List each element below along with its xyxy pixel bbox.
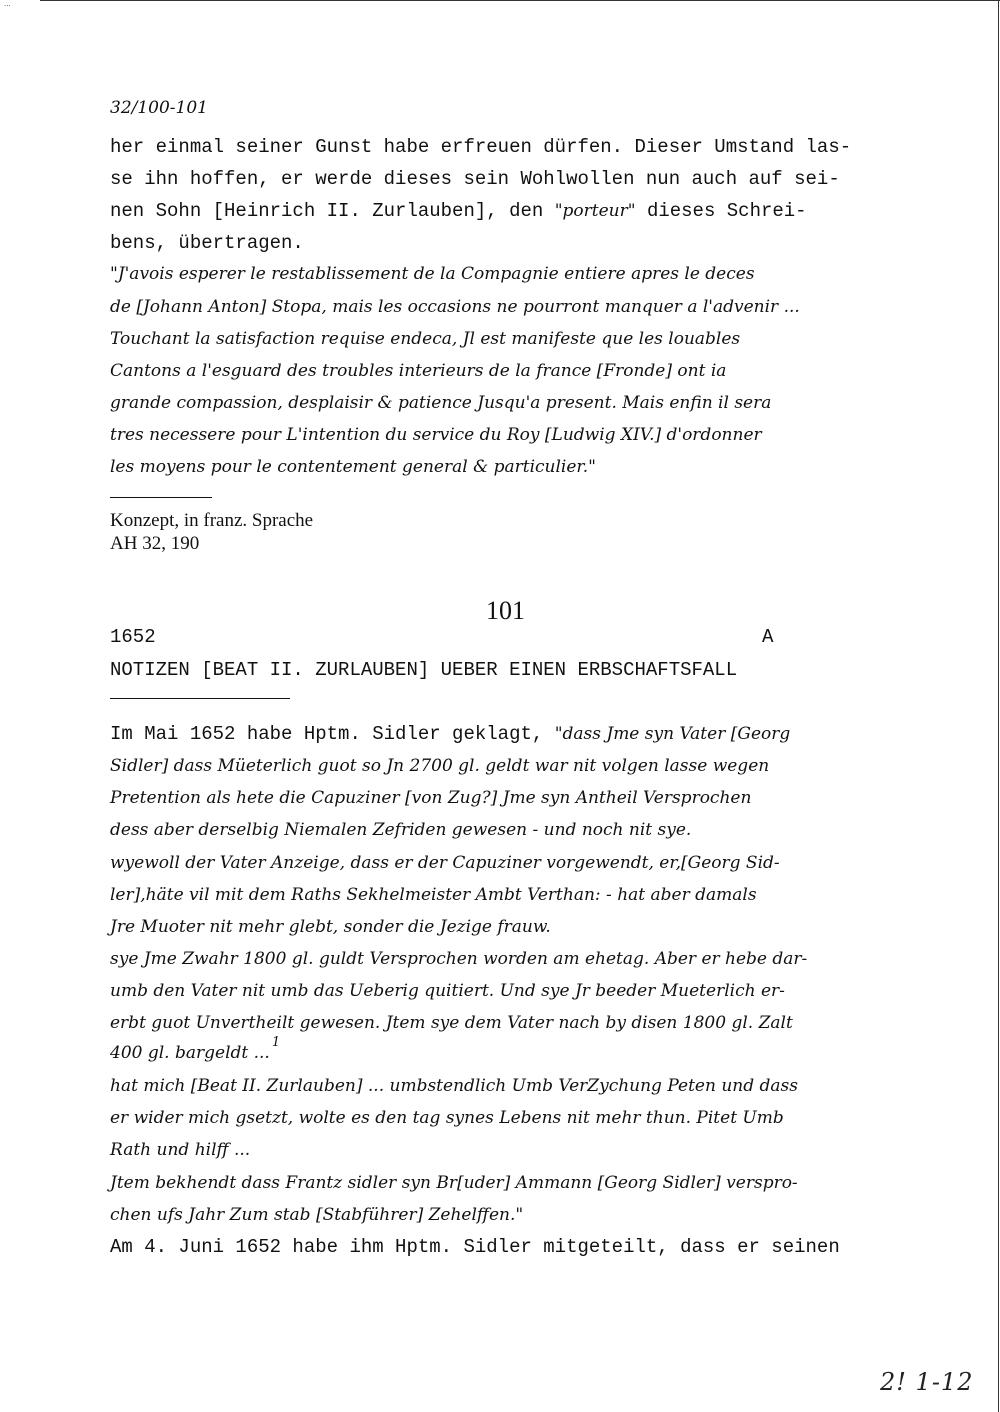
body-line: Am 4. Juni 1652 habe ihm Hptm. Sidler mitgeteilt, dass er seinen — [110, 1236, 840, 1258]
quote-line: hat mich [Beat II. Zurlauben] ... umbstendlich Umb VerZychung Peten und dass — [110, 1076, 798, 1096]
quote-line: Jre Muoter nit mehr glebt, sonder die Jezige frauw. — [110, 917, 551, 937]
document-number: 101 — [486, 596, 525, 625]
body-line — [110, 202, 807, 221]
page-right-border — [998, 0, 999, 1412]
quote-line: umb den Vater nit umb das Ueberig quitiert. Und sye Jr beeder Mueterlich er- — [110, 981, 785, 1001]
handwritten-page-note: 2! 1-12 — [880, 1368, 974, 1396]
quote-line: grande compassion, desplaisir & patience Jusqu'a present. Mais enfin il sera — [110, 393, 772, 413]
corner-mark: ... — [4, 0, 11, 8]
quote-line: de [Johann Anton] Stopa, mais les occasions ne pourront manquer a l'advenir ... — [110, 297, 800, 317]
body-line — [110, 725, 790, 744]
page-top-border — [40, 0, 1000, 1]
page-reference: 32/100-101 — [110, 98, 208, 118]
quote-line: er wider mich gsetzt, wolte es den tag synes Lebens nit mehr thun. Pitet Umb — [110, 1108, 784, 1128]
quote-line: Pretention als hete die Capuziner [von Zug?] Jme syn Antheil Versprochen — [110, 788, 752, 808]
italic-segment: "porteur" — [554, 201, 636, 221]
quote-line: wyewoll der Vater Anzeige, dass er der Capuziner vorgewendt, er,[Georg Sid- — [110, 853, 780, 873]
document-letter: A — [762, 626, 774, 648]
quote-line: erbt guot Unvertheilt gewesen. Jtem sye dem Vater nach by disen 1800 gl. Zalt — [110, 1013, 793, 1033]
quote-line: tres necessere pour L'intention du service du Roy [Ludwig XIV.] d'ordonner — [110, 425, 762, 445]
quote-line: Sidler] dass Müeterlich guot so Jn 2700 gl. geldt war nit volgen lasse wegen — [110, 756, 770, 776]
quote-line: Touchant la satisfaction requise endeca, Jl est manifeste que les louables — [110, 329, 741, 349]
quote-line: "J'avois esperer le restablissement de la Compagnie entiere apres le deces — [110, 264, 755, 284]
quote-line: Cantons a l'esguard des troubles interieurs de la france [Fronde] ont ia — [110, 361, 727, 381]
quote-line: ler],häte vil mit dem Raths Sekhelmeister Ambt Verthan: - hat aber damals — [110, 885, 757, 905]
quote-line — [110, 1035, 281, 1063]
quote-line: chen ufs Jahr Zum stab [Stabführer] Zehelffen." — [110, 1205, 524, 1225]
quote-line: les moyens pour le contentement general & particulier." — [110, 457, 596, 477]
source-note: Konzept, in franz. Sprache — [110, 510, 314, 531]
quote-line: dess aber derselbig Niemalen Zefriden gewesen - und noch nit sye. — [110, 820, 692, 840]
quote-line: Jtem bekhendt dass Frantz sidler syn Br[uder] Ammann [Georg Sidler] verspro- — [110, 1173, 798, 1193]
text-segment: Im Mai 1652 habe Hptm. Sidler geklagt, — [110, 723, 555, 745]
body-line: bens, übertragen. — [110, 232, 304, 254]
footnote-marker: 1 — [271, 1035, 281, 1050]
title-rule — [110, 698, 290, 699]
quote-line: sye Jme Zwahr 1800 gl. guldt Versprochen worden am ehetag. Aber er hebe dar- — [110, 949, 808, 969]
source-note: AH 32, 190 — [110, 533, 200, 554]
text-segment: 400 gl. bargeldt ... — [110, 1043, 270, 1063]
text-segment: dieses Schrei- — [635, 200, 807, 222]
text-segment: nen Sohn [Heinrich II. Zurlauben], den — [110, 200, 555, 222]
quote-line: Rath und hilff ... — [110, 1140, 251, 1160]
body-line: se ihn hoffen, er werde dieses sein Wohlwollen nun auch auf sei- — [110, 168, 840, 190]
separator-rule — [110, 497, 212, 498]
italic-segment: "dass Jme syn Vater [Georg — [554, 724, 791, 744]
document-year: 1652 — [110, 626, 156, 648]
document-title: NOTIZEN [BEAT II. ZURLAUBEN] UEBER EINEN ERBSCHAFTSFALL — [110, 659, 738, 681]
body-line: her einmal seiner Gunst habe erfreuen dürfen. Dieser Umstand las- — [110, 136, 852, 158]
